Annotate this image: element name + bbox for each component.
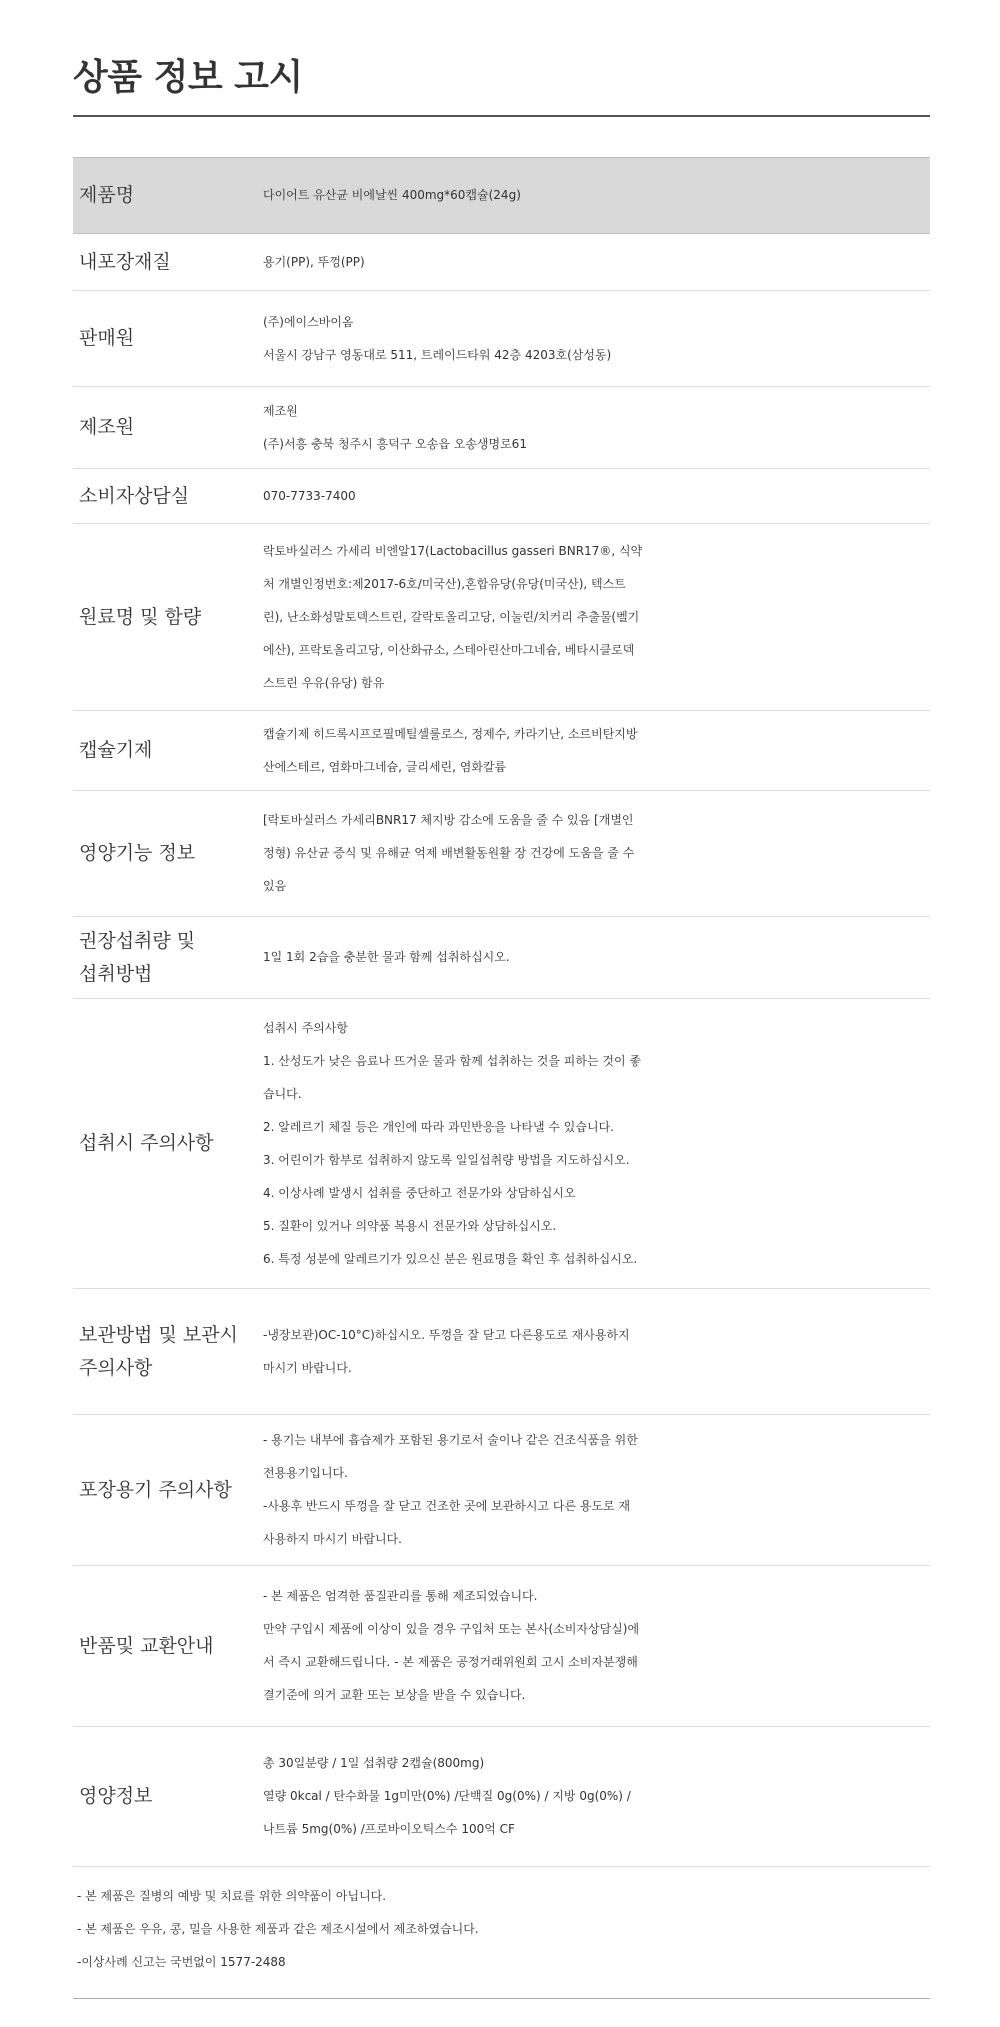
row-value [263,1566,930,1727]
info-row [73,1566,930,1727]
row-label-line: 영양정보 [79,1785,153,1807]
row-label [73,711,263,791]
info-row [73,917,930,999]
row-value-line: 전용용기입니다. [263,1466,348,1480]
row-label [73,1727,263,1867]
row-value-line: -냉장보관)OC-10°C)하십시오. 뚜껑을 잘 닫고 다른용도로 재사용하지 [263,1327,630,1342]
row-value-line: 사용하지 마시기 바랍니다. [263,1532,402,1546]
row-value [263,234,930,291]
row-value-line: 열량 0kcal / 탄수화물 1g미만(0%) /단백질 0g(0%) / 지방 0g(0%) / [263,1789,631,1803]
row-value-line: 2. 알레르기 체질 등은 개인에 따라 과민반응을 나타낼 수 있습니다. [263,1119,614,1134]
info-row [73,1727,930,1867]
row-label [73,1289,263,1415]
product-info-table-body [73,158,930,1867]
info-row [73,524,930,711]
row-value-line: 만약 구입시 제품에 이상이 있을 경우 구입처 또는 본사(소비자상담실)에 [263,1622,640,1636]
row-label [73,791,263,917]
row-value [263,917,930,999]
row-value-line: 서 즉시 교환해드립니다. - 본 제품은 공정거래위원회 고시 소비자분쟁해 [263,1655,638,1669]
row-value-line: 산에스테르, 염화마그네슘, 글리세린, 염화칼륨 [263,759,507,774]
row-value-line: 스트린 우유(유당) 함유 [263,675,385,690]
row-value-line: 락토바실러스 가세리 비엔알17(Lactobacillus gasseri BNR17®, 식약 [263,543,643,558]
info-row [73,158,930,234]
row-label-line: 주의사항 [79,1356,153,1379]
product-info-table [73,157,930,1867]
row-value-line: 결기준에 의거 교환 또는 보상을 받을 수 있습니다. [263,1688,526,1702]
row-value-line: 3. 어린이가 함부로 섭취하지 않도록 일일섭취량 방법을 지도하십시오. [263,1152,630,1167]
row-label-line: 영양기능 정보 [79,842,196,864]
disclaimer-line: - 본 제품은 질병의 예방 및 치료를 위한 의약품이 아닙니다. [77,1889,387,1903]
row-value [263,291,930,387]
row-value-line: 총 30일분량 / 1일 섭취량 2캡슐(800mg) [263,1756,485,1770]
row-value [263,387,930,469]
row-value-line: 5. 질환이 있거나 의약품 복용시 전문가와 상담하십시오. [263,1218,557,1233]
row-value-line: 습니다. [263,1086,302,1101]
row-value [263,791,930,917]
row-value-line: 1일 1회 2습을 충분한 물과 함께 섭취하십시오. [263,950,510,964]
row-value-line: 서울시 강남구 영동대로 511, 트레이드타워 42층 4203호(삼성동) [263,347,612,362]
row-value-line: 용기(PP), 뚜껑(PP) [263,254,365,269]
row-value [263,711,930,791]
row-label [73,524,263,711]
row-label-line: 반품및 교환안내 [79,1634,214,1657]
info-row [73,791,930,917]
row-value-line: 정형) 유산균 증식 및 유해균 억제 배변활동원활 장 건강에 도움을 줄 수 [263,846,635,860]
section-title: 상품 정보 고시 [73,57,303,98]
info-row [73,1415,930,1566]
row-label-line: 소비자상담실 [79,484,190,507]
row-value [263,1415,930,1566]
info-row [73,387,930,469]
info-row [73,469,930,524]
row-value-line: - 용기는 내부에 흡습제가 포함된 용기로서 술이나 같은 건조식품을 위한 [263,1433,638,1447]
row-value-line: [락토바실러스 가세리BNR17 체지방 감소에 도움을 줄 수 있음 [개별인 [263,813,634,827]
row-value-line: - 본 제품은 엄격한 품질관리를 통해 제조되었습니다. [263,1589,538,1603]
title-divider [73,115,930,117]
row-value-line: 섭취시 주의사항 [263,1020,348,1035]
row-value-line: 린), 난소화성말토덱스트린, 갈락토올리고당, 이눌린/치커리 추출물(벨기 [263,609,640,624]
row-value [263,999,930,1289]
row-label-line: 캡슐기제 [79,739,153,761]
row-label-line: 판매원 [79,327,135,349]
row-value-line: 있음 [263,879,287,893]
row-label [73,917,263,999]
info-row [73,999,930,1289]
row-value-line: -사용후 반드시 뚜껑을 잘 닫고 건조한 곳에 보관하시고 다른 용도로 재 [263,1499,631,1513]
row-value-line: (주)에이스바이옴 [263,314,354,329]
row-value [263,158,930,234]
row-value-line: 나트륨 5mg(0%) /프로바이오틱스수 100억 CF [263,1822,515,1836]
row-value-line: 1. 산성도가 낮은 음료나 뜨거운 물과 함께 섭취하는 것을 피하는 것이 좋 [263,1053,641,1068]
row-label-line: 원료명 및 함량 [79,605,202,628]
row-value-line: (주)서흥 충북 청주시 흥덕구 오송읍 오송생명로61 [263,436,527,451]
row-value-line: 캡슐기제 히드록시프로필메틸셀룰로스, 정제수, 카라기난, 소르비탄지방 [263,726,638,741]
row-label [73,387,263,469]
row-label [73,1566,263,1727]
row-value-line: 4. 이상사례 발생시 섭취를 중단하고 전문가와 상담하십시오 [263,1185,576,1200]
row-value-line: 처 개별인정번호:제2017-6호/미국산),혼합유당(유당(미국산), 텍스트 [263,576,626,591]
row-label-line: 내포장재질 [79,250,171,273]
disclaimer-notes [77,1880,930,1979]
disclaimer-line: -이상사례 신고는 국번없이 1577-2488 [77,1955,286,1969]
info-row [73,711,930,791]
row-label-line: 제품명 [79,184,135,206]
row-label-line: 제조원 [79,416,135,438]
row-value [263,524,930,711]
row-value-line: 제조원 [263,403,298,418]
row-label-line: 섭취시 주의사항 [79,1132,214,1154]
row-value-line: 070-7733-7400 [263,488,356,503]
row-label [73,1415,263,1566]
row-value [263,469,930,524]
row-label [73,234,263,291]
row-label-line: 섭취방법 [79,962,153,985]
row-value-line: 6. 특정 성분에 알레르기가 있으신 분은 원료명을 확인 후 섭취하십시오. [263,1251,638,1266]
row-label [73,999,263,1289]
info-row [73,234,930,291]
disclaimer-line: - 본 제품은 우유, 콩, 밀을 사용한 제품과 같은 제조시설에서 제조하였습니다. [77,1922,479,1936]
row-value [263,1289,930,1415]
bottom-divider [73,1998,930,1999]
row-label-line: 권장섭취량 및 [79,929,196,952]
row-label-line: 보관방법 및 보관시 [79,1323,238,1346]
info-row [73,291,930,387]
row-label [73,158,263,234]
row-label-line: 포장용기 주의사항 [79,1478,232,1501]
row-label [73,291,263,387]
row-value-line: 에산), 프락토올리고당, 이산화규소, 스테아린산마그네슘, 베타시클로덱 [263,642,635,657]
row-label [73,469,263,524]
info-row [73,1289,930,1415]
row-value [263,1727,930,1867]
row-value-line: 다이어트 유산균 비에날씬 400mg*60캡슐(24g) [263,188,521,202]
row-value-line: 마시기 바랍니다. [263,1360,352,1375]
